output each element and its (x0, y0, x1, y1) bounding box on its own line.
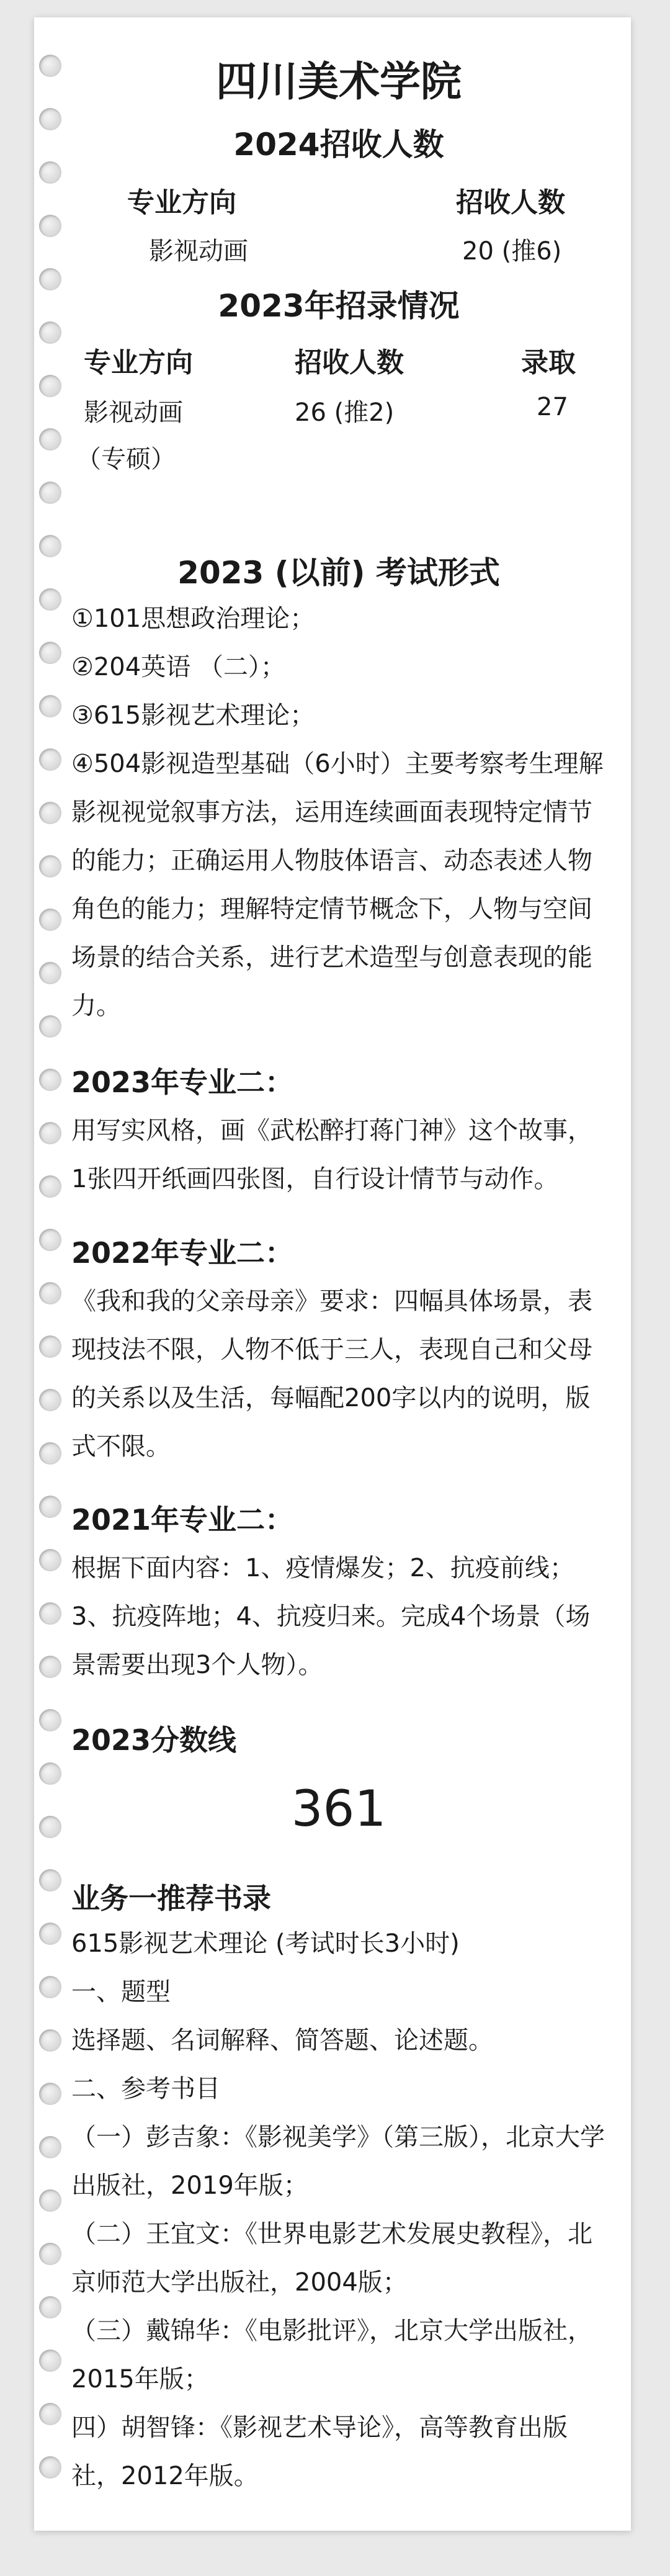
binder-hole (39, 1762, 61, 1785)
binder-hole (39, 268, 61, 290)
binder-hole (39, 375, 61, 397)
binder-hole (39, 1122, 61, 1144)
binder-hole (39, 642, 61, 664)
books-line-2: 一、题型 (71, 1978, 171, 2006)
binder-hole (39, 2136, 61, 2158)
books-line-6: （二）王宜文：《世界电影艺术发展史教程》，北京师范大学出版社，2004版； (71, 2220, 592, 2297)
y2021-text: 根据下面内容：1、疫情爆发；2、抗疫前线；3、抗疫阵地；4、抗疫归来。完成4个场景（场景需要出现3个人物）。 (71, 1554, 591, 1679)
binder-hole (39, 855, 61, 877)
binder-hole (39, 2029, 61, 2052)
y2023-heading: 2023年专业二： (71, 1066, 294, 1099)
binder-hole (39, 535, 61, 557)
binder-hole (39, 108, 61, 130)
binder-hole (39, 1496, 61, 1518)
page-title: 四川美术学院 (216, 58, 462, 105)
enroll-2024-count: 20 (推6) (462, 237, 562, 266)
binder-hole (39, 1389, 61, 1411)
books-heading: 业务一推荐书录 (71, 1882, 271, 1915)
binder-hole (39, 2403, 61, 2425)
binder-hole (39, 2456, 61, 2479)
binder-hole (39, 215, 61, 237)
binder-hole (39, 748, 61, 771)
exam-item-1: ①101思想政治理论； (71, 604, 315, 633)
binder-hole (39, 321, 61, 344)
y2021-heading: 2021年专业二： (71, 1503, 294, 1537)
binder-hole (39, 2349, 61, 2372)
binder-hole (39, 802, 61, 824)
binder-hole (39, 2189, 61, 2212)
enroll-2023-admit: 27 (537, 393, 568, 421)
binder-hole (39, 2243, 61, 2265)
binder-hole (39, 695, 61, 717)
enroll-2024-col-count: 招收人数 (456, 187, 565, 218)
binder-hole (39, 1282, 61, 1304)
enroll-2024-heading: 2024招收人数 (233, 127, 444, 163)
binder-hole (39, 1015, 61, 1038)
binder-hole (39, 2296, 61, 2318)
enroll-2023-major: 影视动画 (84, 398, 183, 427)
binder-hole (39, 161, 61, 184)
binder-hole (39, 588, 61, 611)
binder-hole (39, 55, 61, 77)
binder-hole (39, 1869, 61, 1892)
exam-item-3: ③615影视艺术理论； (71, 701, 315, 730)
enroll-2023-count: 26 (推2) (295, 398, 395, 427)
books-line-1: 615影视艺术理论 (考试时长3小时) (71, 1929, 460, 1958)
binder-hole (39, 1816, 61, 1838)
enroll-2023-col-admit: 录取 (521, 347, 576, 379)
y2023-text: 用写实风格，画《武松醉打蒋门神》这个故事，1张四开纸画四张图，自行设计情节与动作。 (71, 1116, 592, 1193)
enroll-2024-major: 影视动画 (149, 237, 248, 266)
enroll-2024-col-major: 专业方向 (127, 187, 236, 218)
binder-hole (39, 1549, 61, 1571)
binder-hole (39, 1335, 61, 1358)
binder-hole (39, 2083, 61, 2105)
books-line-8: 四）胡智锋：《影视艺术导论》，高等教育出版社，2012年版。 (71, 2413, 568, 2490)
binder-hole (39, 909, 61, 931)
binder-hole (39, 962, 61, 984)
binder-hole (39, 1229, 61, 1251)
binder-hole (39, 1069, 61, 1091)
enroll-2023-heading: 2023年招录情况 (218, 288, 460, 324)
enroll-2023-col-count: 招收人数 (295, 347, 404, 379)
books-line-3: 选择题、名词解释、简答题、论述题。 (71, 2026, 493, 2055)
exam-heading: 2023 (以前) 考试形式 (177, 555, 500, 591)
binder-hole (39, 1602, 61, 1625)
binder-hole (39, 1923, 61, 1945)
binder-hole (39, 1656, 61, 1678)
exam-item-4: ④504影视造型基础（6小时）主要考察考生理解影视视觉叙事方法，运用连续画面表现特定情节的能力；正确运用人物肢体语言、动态表述人物角色的能力；理解特定情节概念下，人物与空间场景的结合关系，进行艺术造型与创意表现的能力。 (71, 750, 604, 1020)
binder-hole (39, 1976, 61, 1998)
binder-hole (39, 428, 61, 451)
exam-item-2: ②204英语 （二）； (71, 653, 285, 681)
books-line-7: （三）戴锦华：《电影批评》，北京大学出版社，2015年版； (71, 2317, 592, 2394)
binder-hole (39, 1442, 61, 1465)
books-line-5: （一）彭吉象：《影视美学》（第三版），北京大学出版社，2019年版； (71, 2123, 605, 2200)
binder-hole (39, 482, 61, 504)
enroll-2023-col-major: 专业方向 (84, 347, 193, 379)
score-heading: 2023分数线 (71, 1723, 237, 1757)
books-line-4: 二、参考书目 (71, 2075, 220, 2103)
enroll-2023-major-note: （专硕） (76, 445, 176, 473)
paper-sheet (34, 17, 631, 2531)
binder-hole (39, 1709, 61, 1731)
y2022-text: 《我和我的父亲母亲》要求：四幅具体场景，表现技法不限，人物不低于三人，表现自己和父母的关系以及生活，每幅配200字以内的说明，版式不限。 (71, 1287, 592, 1461)
binder-hole (39, 1175, 61, 1198)
y2022-heading: 2022年专业二： (71, 1236, 294, 1270)
score-value: 361 (291, 1780, 386, 1838)
